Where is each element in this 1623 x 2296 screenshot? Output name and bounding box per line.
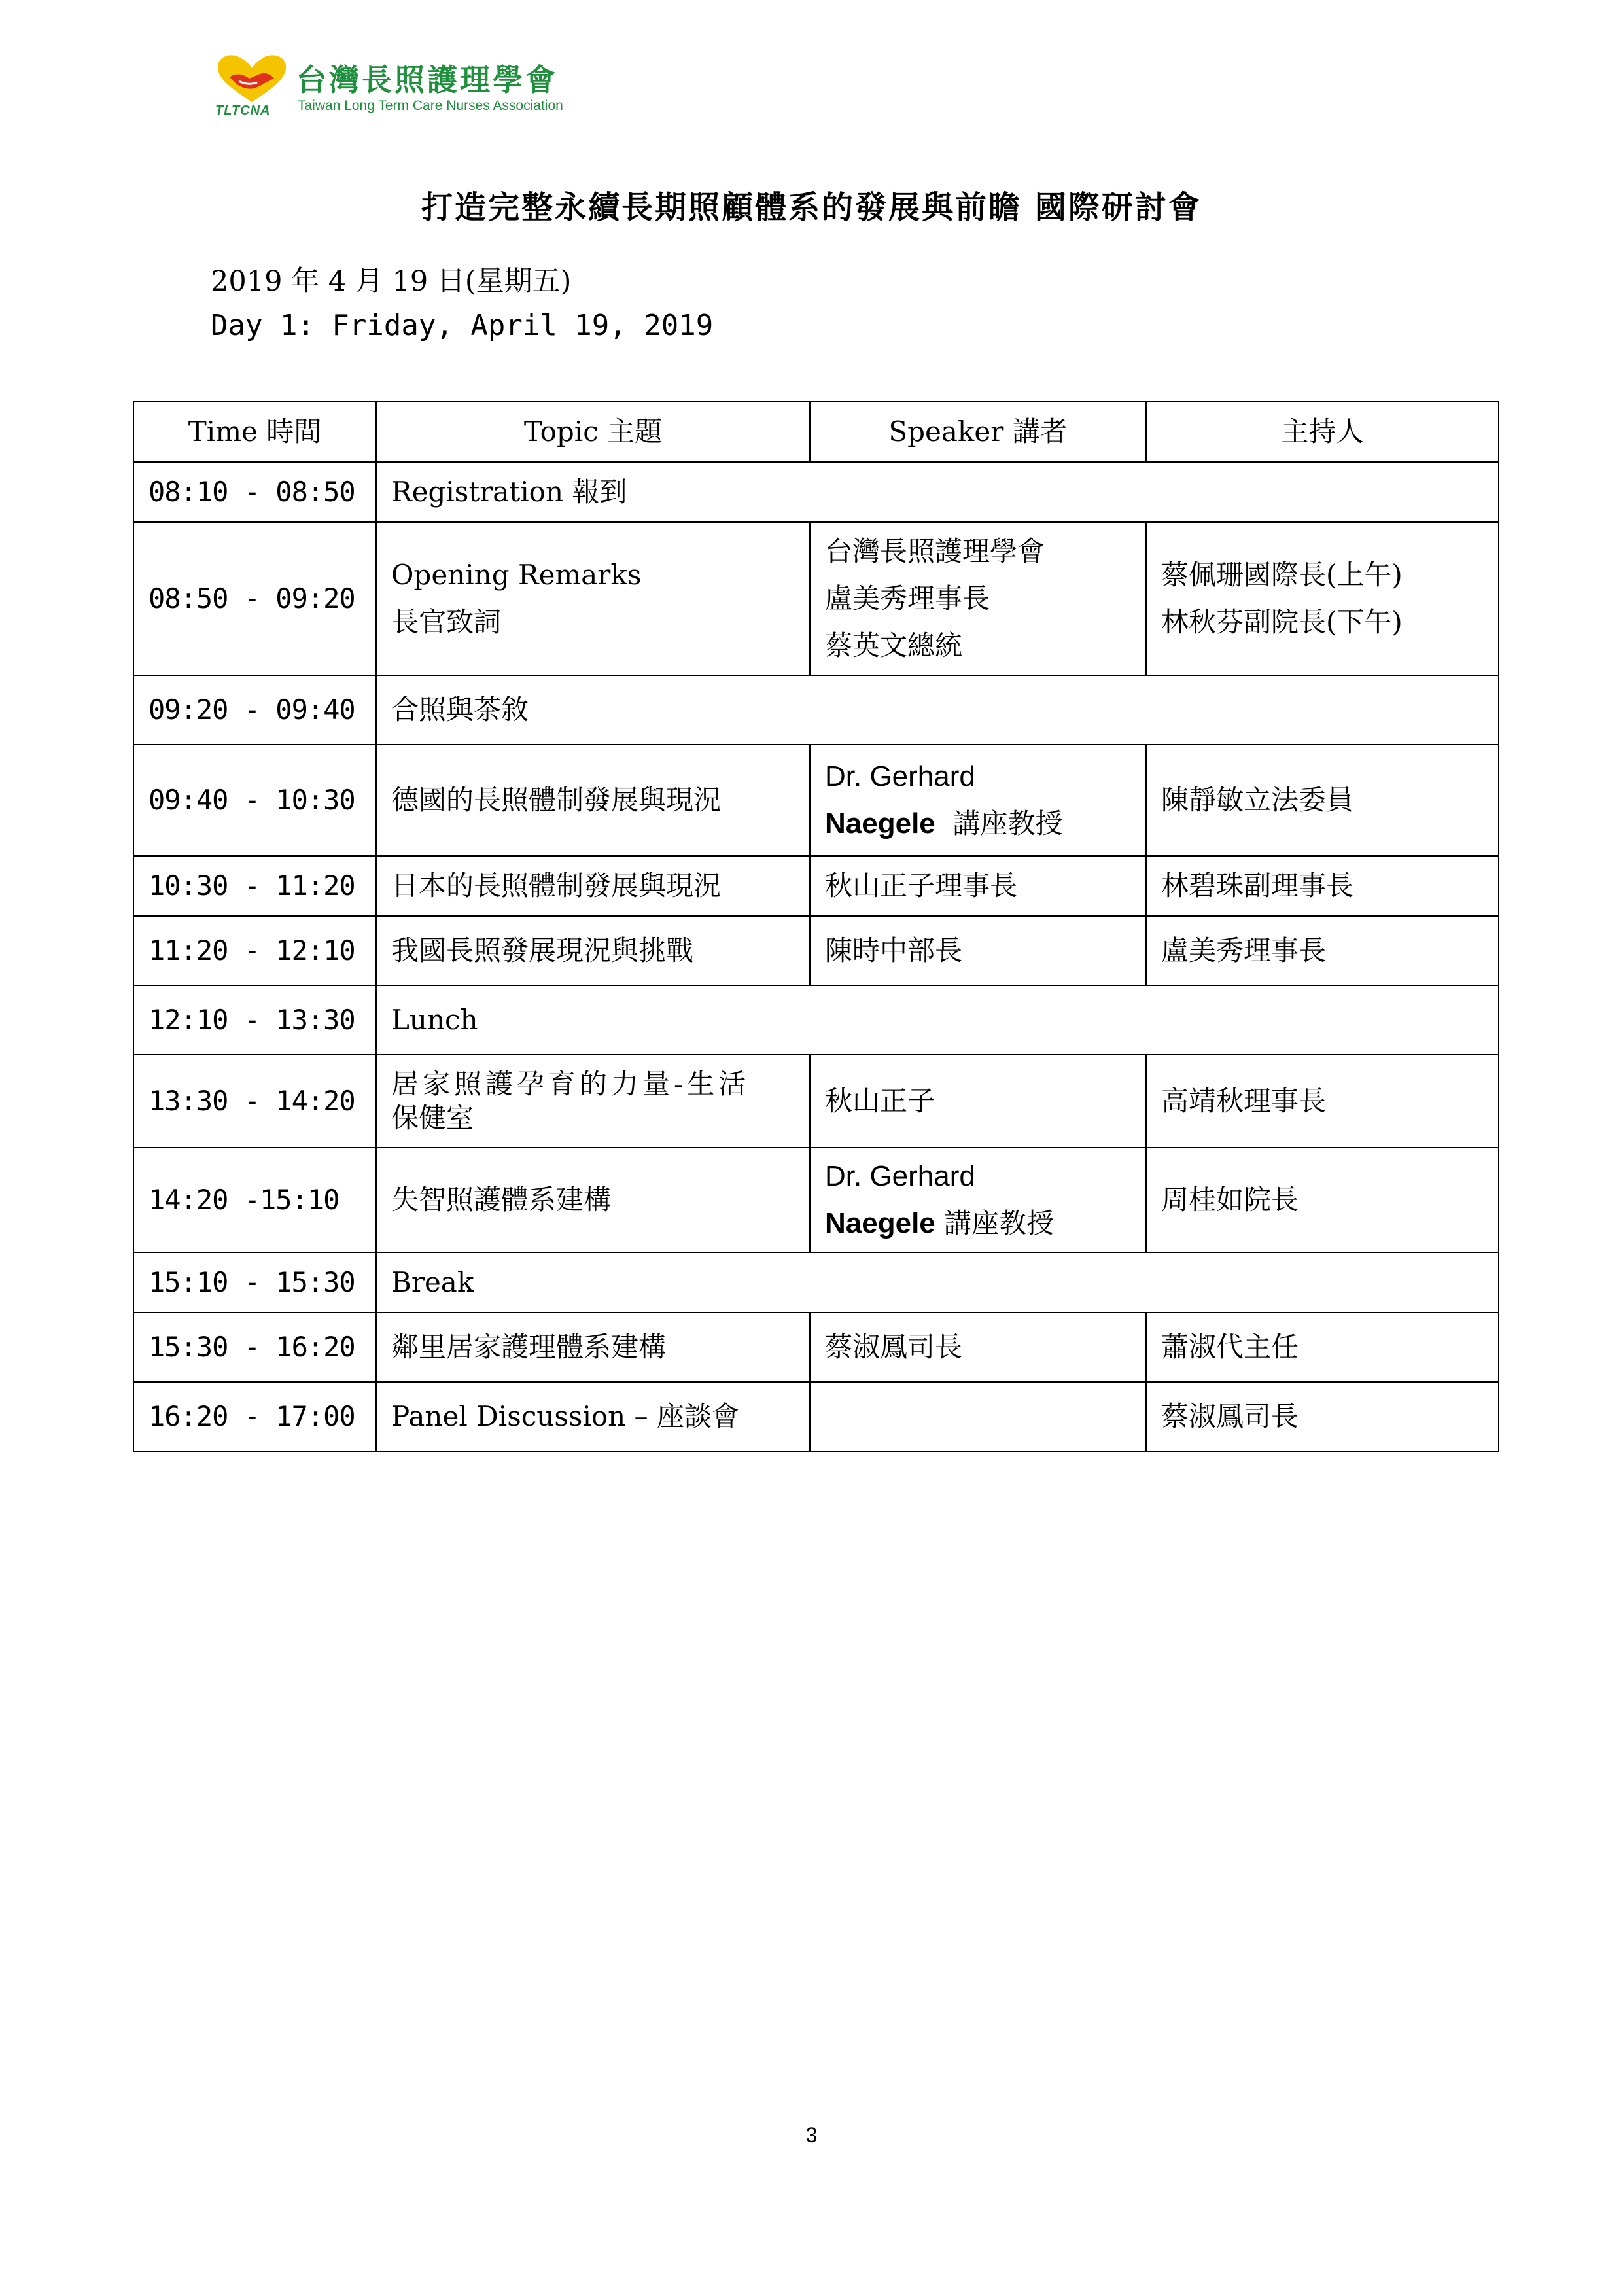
table-row xyxy=(133,462,1499,522)
speaker-cell xyxy=(810,522,1146,675)
host-line: 蔡佩珊國際長(上午) xyxy=(1161,559,1403,591)
table-row xyxy=(133,985,1499,1055)
time-cell: 08:50 - 09:20 xyxy=(133,522,376,675)
topic-cell: 德國的長照體制發展與現況 xyxy=(376,745,810,856)
schedule-table xyxy=(133,401,1499,1452)
speaker-cell xyxy=(810,1148,1146,1252)
speaker-title: 講座教授 xyxy=(952,807,1063,839)
topic-cell: 我國長照發展現況與挑戰 xyxy=(376,916,810,985)
host-cell: 蕭淑代主任 xyxy=(1146,1313,1499,1382)
heart-hands-icon xyxy=(213,52,291,105)
time-cell: 12:10 - 13:30 xyxy=(133,985,376,1055)
time-cell: 10:30 - 11:20 xyxy=(133,856,376,916)
time-cell: 09:40 - 10:30 xyxy=(133,745,376,856)
topic-cell: 合照與茶敘 xyxy=(376,675,1499,745)
page-number: 3 xyxy=(805,2123,818,2147)
header-time: Time 時間 xyxy=(133,402,376,462)
speaker-line: 台灣長照護理學會 xyxy=(825,535,1045,567)
time-cell: 15:30 - 16:20 xyxy=(133,1313,376,1382)
speaker-cell: 秋山正子理事長 xyxy=(810,856,1146,916)
time-cell: 13:30 - 14:20 xyxy=(133,1055,376,1148)
topic-cell: Panel Discussion – 座談會 xyxy=(376,1382,810,1451)
date-english: Day 1: Friday, April 19, 2019 xyxy=(211,309,714,342)
date-chinese: 2019 年 4 月 19 日(星期五) xyxy=(211,265,572,298)
speaker-cell xyxy=(810,745,1146,856)
topic-cell: 失智照護體系建構 xyxy=(376,1148,810,1252)
table-row xyxy=(133,856,1499,916)
topic-cell xyxy=(376,522,810,675)
host-cell: 陳靜敏立法委員 xyxy=(1146,745,1499,856)
speaker-cell xyxy=(810,1382,1146,1451)
host-cell: 周桂如院長 xyxy=(1146,1148,1499,1252)
host-cell: 高靖秋理事長 xyxy=(1146,1055,1499,1148)
speaker-line: Dr. Gerhard xyxy=(825,760,975,792)
table-row xyxy=(133,1055,1499,1148)
topic-cell: 鄰里居家護理體系建構 xyxy=(376,1313,810,1382)
table-row xyxy=(133,1252,1499,1313)
speaker-cell: 陳時中部長 xyxy=(810,916,1146,985)
topic-cell: Break xyxy=(376,1252,1499,1313)
association-logo xyxy=(213,52,631,124)
topic-cell: Lunch xyxy=(376,985,1499,1055)
table-row xyxy=(133,675,1499,745)
header-speaker: Speaker 講者 xyxy=(810,402,1146,462)
speaker-line: 蔡英文總統 xyxy=(825,629,963,662)
topic-line: 長官致詞 xyxy=(391,606,502,638)
time-cell: 08:10 - 08:50 xyxy=(133,462,376,522)
time-cell: 14:20 -15:10 xyxy=(133,1148,376,1252)
table-row xyxy=(133,522,1499,675)
host-line: 林秋芬副院長(下午) xyxy=(1161,606,1403,638)
header-host: 主持人 xyxy=(1146,402,1499,462)
topic-cell: Registration 報到 xyxy=(376,462,1499,522)
speaker-line: 盧美秀理事長 xyxy=(825,582,990,614)
topic-cell: 日本的長照體制發展與現況 xyxy=(376,856,810,916)
speaker-line: Naegele xyxy=(825,807,935,839)
host-cell: 蔡淑鳳司長 xyxy=(1146,1382,1499,1451)
table-row xyxy=(133,1148,1499,1252)
host-cell xyxy=(1146,522,1499,675)
topic-line: Opening Remarks xyxy=(391,559,642,591)
time-cell: 16:20 - 17:00 xyxy=(133,1382,376,1451)
speaker-cell: 蔡淑鳳司長 xyxy=(810,1313,1146,1382)
speaker-title: 講座教授 xyxy=(944,1207,1055,1239)
table-row xyxy=(133,1313,1499,1382)
time-cell: 09:20 - 09:40 xyxy=(133,675,376,745)
topic-cell xyxy=(376,1055,810,1148)
time-cell: 11:20 - 12:10 xyxy=(133,916,376,985)
speaker-cell: 秋山正子 xyxy=(810,1055,1146,1148)
table-row xyxy=(133,1382,1499,1451)
document-title: 打造完整永續長期照顧體系的發展與前瞻 國際研討會 xyxy=(421,189,1202,226)
logo-abbreviation: TLTCNA xyxy=(215,103,271,118)
topic-line: 居家照護孕育的力量-生活 xyxy=(391,1068,750,1100)
header-topic: Topic 主題 xyxy=(376,402,810,462)
logo-name-en: Taiwan Long Term Care Nurses Association xyxy=(298,98,563,113)
table-row xyxy=(133,745,1499,856)
host-cell: 盧美秀理事長 xyxy=(1146,916,1499,985)
table-header-row xyxy=(133,402,1499,462)
topic-line: 保健室 xyxy=(391,1102,474,1134)
speaker-line: Naegele xyxy=(825,1207,935,1239)
host-cell: 林碧珠副理事長 xyxy=(1146,856,1499,916)
logo-name-zh: 台灣長照護理學會 xyxy=(296,62,558,97)
time-cell: 15:10 - 15:30 xyxy=(133,1252,376,1313)
speaker-line: Dr. Gerhard xyxy=(825,1160,975,1192)
table-row xyxy=(133,916,1499,985)
